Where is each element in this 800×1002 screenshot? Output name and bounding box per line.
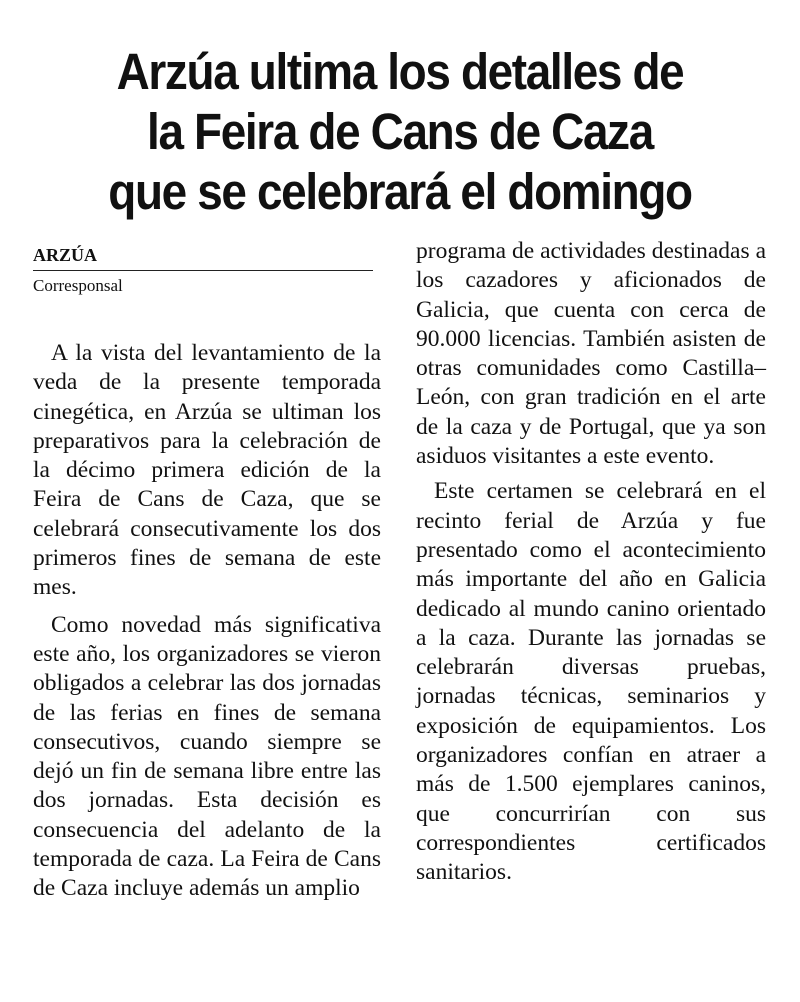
headline-line: la Feira de Cans de Caza bbox=[147, 103, 653, 160]
article-column-right bbox=[416, 237, 766, 888]
body-paragraph: A la vista del levantamiento de la veda de la presente temporada cinegética, en Arzúa se ultiman los preparativos para la celebración de la décimo primera edición de la Feira de Cans de Caza, que se celebrará consecutivamente los dos primeros fines de semana de este mes. bbox=[33, 340, 381, 601]
headline-line: que se celebrará el domingo bbox=[108, 163, 692, 220]
body-paragraph: Como novedad más significativa este año, los organizadores se vieron obligados a celebrar las dos jornadas de las ferias en fines de semana consecutivos, cuando siempre se dejó un fin de semana libre entre las dos jornadas. Esta decisión es consecuencia del adelanto de la temporada de caza. La Feira de Cans de Caza incluye además un amplio bbox=[33, 611, 381, 902]
byline bbox=[33, 244, 373, 297]
body-paragraph: Este certamen se celebrará en el recinto ferial de Arzúa y fue presentado como el acontecimiento más importante del año en Galicia dedicado al mundo canino orientado a la caza. Durante las jornadas se celebrarán diversas pruebas, jornadas técnicas, seminarios y exposición de equipamientos. Los organizadores confían en atraer a más de 1.500 ejemplares caninos, que concurrirían con sus correspondientes certificados sanitarios. bbox=[416, 478, 766, 886]
author-role: Corresponsal bbox=[33, 276, 123, 295]
dateline-location: ARZÚA bbox=[33, 244, 373, 271]
headline-line: Arzúa ultima los detalles de bbox=[116, 43, 684, 100]
body-paragraph: programa de actividades destinadas a los cazadores y aficionados de Galicia, que cuenta con cerca de 90.000 licencias. También asisten de otras comunidades como Castilla–León, con gran tradición en el arte de la caza y de Portugal, que ya son asiduos visitantes a este evento. bbox=[416, 238, 766, 470]
headline bbox=[58, 42, 742, 222]
article-column-left bbox=[33, 339, 381, 904]
